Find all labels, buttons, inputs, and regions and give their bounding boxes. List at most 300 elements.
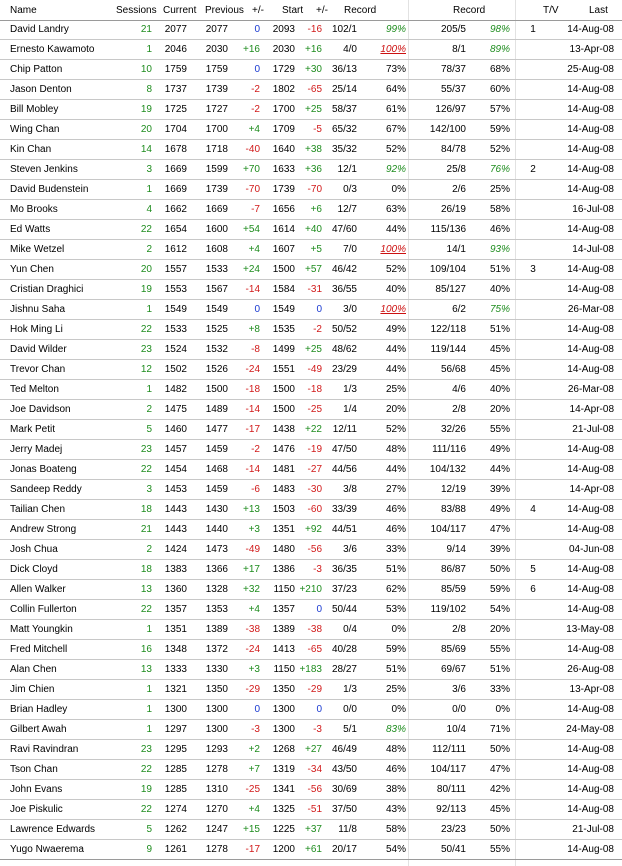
cell-percent-1: 25%: [385, 684, 406, 695]
cell-change-previous: -2: [251, 84, 260, 95]
table-row: [0, 200, 622, 220]
cell-current: 1704: [164, 124, 187, 135]
cell-previous: 1247: [205, 824, 228, 835]
cell-record-2: 104/117: [430, 524, 466, 535]
cell-sessions: 23: [140, 444, 152, 455]
cell-previous: 1477: [205, 424, 228, 435]
cell-last: 14-Apr-08: [569, 404, 614, 415]
cell-name: Kin Chan: [10, 144, 52, 155]
cell-sessions: 19: [140, 284, 152, 295]
cell-record-2: 9/14: [446, 544, 466, 555]
cell-record-2: 86/87: [440, 564, 466, 575]
cell-record-2: 69/67: [440, 664, 466, 675]
cell-change-previous: -17: [245, 424, 260, 435]
cell-name: Steven Jenkins: [10, 164, 78, 175]
cell-change-previous: -6: [251, 484, 260, 495]
cell-start: 2093: [272, 24, 295, 35]
cell-record-1: 50/52: [331, 324, 357, 335]
cell-percent-1: 20%: [385, 404, 406, 415]
cell-change-start: -18: [307, 384, 322, 395]
cell-record-1: 3/8: [343, 484, 357, 495]
cell-record-1: 102/1: [331, 24, 357, 35]
cell-last: 14-Aug-08: [567, 324, 614, 335]
table-row: [0, 140, 622, 160]
cell-sessions: 8: [146, 84, 152, 95]
cell-last: 14-Aug-08: [567, 124, 614, 135]
cell-start: 1614: [272, 224, 295, 235]
cell-change-start: +6: [310, 204, 322, 215]
cell-last: 21-Jul-08: [572, 424, 614, 435]
cell-record-2: 84/78: [440, 144, 466, 155]
cell-start: 1802: [272, 84, 295, 95]
cell-percent-1: 99%: [385, 24, 406, 35]
cell-percent-2: 57%: [489, 104, 510, 115]
cell-record-1: 4/0: [343, 44, 357, 55]
cell-current: 1424: [164, 544, 187, 555]
cell-record-2: 112/111: [432, 744, 466, 755]
cell-sessions: 21: [140, 524, 152, 535]
cell-sessions: 3: [146, 484, 152, 495]
cell-percent-1: 100%: [380, 304, 406, 315]
cell-name: Gilbert Awah: [10, 724, 67, 735]
cell-name: Brian Hadley: [10, 704, 68, 715]
cell-percent-1: 92%: [385, 164, 406, 175]
cell-sessions: 23: [140, 744, 152, 755]
cell-percent-1: 38%: [385, 784, 406, 795]
cell-change-start: -56: [307, 784, 322, 795]
cell-percent-2: 51%: [489, 664, 510, 675]
cell-last: 14-Aug-08: [567, 644, 614, 655]
cell-change-start: +30: [305, 64, 322, 75]
cell-change-start: +92: [305, 524, 322, 535]
cell-record-1: 25/14: [331, 84, 357, 95]
table-row: [0, 320, 622, 340]
cell-percent-1: 44%: [385, 364, 406, 375]
cell-current: 1262: [164, 824, 187, 835]
cell-percent-2: 93%: [489, 244, 510, 255]
cell-record-2: 78/37: [440, 64, 466, 75]
cell-start: 1150: [273, 584, 295, 595]
cell-change-start: +57: [305, 264, 322, 275]
cell-change-start: 0: [316, 704, 322, 715]
cell-last: 14-Aug-08: [567, 284, 614, 295]
cell-record-1: 3/6: [343, 544, 357, 555]
cell-start: 1551: [272, 364, 295, 375]
cell-last: 14-Aug-08: [567, 704, 614, 715]
table-row: [0, 360, 622, 380]
cell-previous: 1718: [205, 144, 228, 155]
cell-previous: 1608: [205, 244, 228, 255]
cell-percent-2: 45%: [489, 344, 510, 355]
cell-previous: 1759: [205, 64, 228, 75]
cell-last: 14-Aug-08: [567, 264, 614, 275]
cell-change-start: 0: [316, 304, 322, 315]
cell-change-start: -51: [307, 804, 322, 815]
cell-start: 1357: [272, 604, 295, 615]
cell-sessions: 13: [140, 584, 152, 595]
cell-record-2: 115/136: [430, 224, 466, 235]
cell-start: 1535: [272, 324, 295, 335]
cell-sessions: 1: [146, 384, 152, 395]
cell-percent-1: 58%: [385, 824, 406, 835]
cell-change-previous: -17: [245, 844, 260, 855]
cell-previous: 2077: [205, 24, 228, 35]
cell-previous: 1600: [205, 224, 228, 235]
cell-change-previous: -38: [245, 624, 260, 635]
cell-sessions: 1: [146, 184, 152, 195]
cell-current: 1285: [164, 764, 187, 775]
cell-percent-1: 54%: [385, 844, 406, 855]
cell-start: 1480: [272, 544, 295, 555]
cell-change-start: +40: [305, 224, 322, 235]
cell-change-previous: -2: [251, 444, 260, 455]
cell-record-1: 46/49: [331, 744, 357, 755]
cell-start: 1200: [272, 844, 295, 855]
table-header: [0, 0, 622, 21]
cell-last: 14-Aug-08: [567, 24, 614, 35]
cell-change-previous: +54: [243, 224, 260, 235]
cell-sessions: 22: [140, 764, 152, 775]
table-row: [0, 760, 622, 780]
table-row: [0, 100, 622, 120]
cell-change-start: 0: [316, 604, 322, 615]
header-name: Name: [10, 5, 37, 16]
cell-current: 1454: [164, 464, 187, 475]
cell-start: 1300: [272, 724, 295, 735]
cell-name: Chip Patton: [10, 64, 63, 75]
cell-change-start: +61: [305, 844, 322, 855]
table-row: [0, 780, 622, 800]
cell-percent-1: 0%: [391, 704, 406, 715]
cell-start: 1499: [272, 344, 295, 355]
cell-current: 2046: [164, 44, 187, 55]
table-row: [0, 460, 622, 480]
cell-sessions: 18: [140, 564, 152, 575]
cell-percent-1: 0%: [391, 624, 406, 635]
table-row: [0, 660, 622, 680]
cell-tv: 6: [530, 584, 536, 595]
cell-percent-1: 48%: [385, 744, 406, 755]
cell-record-2: 119/144: [430, 344, 466, 355]
table-row: [0, 540, 622, 560]
cell-current: 1321: [164, 684, 187, 695]
cell-percent-1: 46%: [385, 764, 406, 775]
cell-record-1: 5/1: [343, 724, 357, 735]
table-row: [0, 800, 622, 820]
table-row: [0, 700, 622, 720]
cell-percent-2: 44%: [489, 464, 510, 475]
cell-previous: 1727: [205, 104, 228, 115]
cell-current: 1482: [164, 384, 187, 395]
cell-name: Ed Watts: [10, 224, 51, 235]
cell-change-start: -31: [307, 284, 322, 295]
cell-current: 1443: [164, 504, 187, 515]
cell-start: 1351: [272, 524, 295, 535]
cell-start: 1476: [272, 444, 295, 455]
cell-sessions: 1: [146, 684, 152, 695]
cell-name: Alan Chen: [10, 664, 57, 675]
table-row: [0, 340, 622, 360]
cell-name: Fred Mitchell: [10, 644, 68, 655]
cell-percent-2: 50%: [489, 744, 510, 755]
cell-record-2: 2/8: [452, 404, 466, 415]
cell-name: David Wilder: [10, 344, 67, 355]
cell-record-2: 2/8: [452, 624, 466, 635]
cell-last: 14-Aug-08: [567, 464, 614, 475]
cell-current: 1261: [164, 844, 187, 855]
cell-name: Allen Walker: [10, 584, 66, 595]
cell-record-1: 28/27: [331, 664, 357, 675]
cell-percent-1: 53%: [385, 604, 406, 615]
cell-change-previous: -3: [251, 724, 260, 735]
header-start: Start: [282, 5, 304, 16]
cell-percent-2: 76%: [489, 164, 510, 175]
cell-last: 14-Aug-08: [567, 104, 614, 115]
table-row: [0, 220, 622, 240]
cell-last: 24-May-08: [566, 724, 614, 735]
cell-sessions: 19: [140, 104, 152, 115]
table-row: [0, 520, 622, 540]
cell-record-1: 36/55: [331, 284, 357, 295]
cell-record-2: 142/100: [429, 124, 466, 135]
header-sessions: Sessions: [116, 5, 157, 16]
cell-percent-2: 20%: [489, 404, 510, 415]
cell-start: 1389: [272, 624, 295, 635]
table-row: [0, 500, 622, 520]
cell-previous: 1739: [205, 184, 228, 195]
cell-record-2: 10/4: [446, 724, 466, 735]
table-row: [0, 240, 622, 260]
cell-record-1: 36/13: [331, 64, 357, 75]
table-row: [0, 640, 622, 660]
cell-last: 14-Aug-08: [567, 84, 614, 95]
table-row: [0, 180, 622, 200]
cell-percent-2: 46%: [489, 224, 510, 235]
cell-start: 1150: [273, 664, 295, 675]
cell-previous: 1350: [205, 684, 228, 695]
cell-change-start: -38: [307, 624, 322, 635]
table-row: [0, 60, 622, 80]
cell-current: 1725: [164, 104, 187, 115]
cell-record-1: 58/37: [331, 104, 357, 115]
cell-record-2: 92/113: [436, 804, 466, 815]
cell-record-1: 37/50: [331, 804, 357, 815]
cell-start: 1500: [272, 264, 295, 275]
cell-record-2: 104/117: [430, 764, 466, 775]
cell-record-1: 0/4: [343, 624, 357, 635]
cell-percent-2: 50%: [489, 824, 510, 835]
cell-name: Ernesto Kawamoto: [10, 44, 95, 55]
cell-record-2: 4/6: [452, 384, 466, 395]
cell-name: Hok Ming Li: [10, 324, 63, 335]
cell-change-previous: +7: [248, 764, 260, 775]
cell-record-2: 56/68: [440, 364, 466, 375]
cell-start: 1325: [272, 804, 295, 815]
cell-change-previous: -24: [245, 644, 260, 655]
cell-current: 1295: [164, 744, 187, 755]
cell-last: 14-Aug-08: [567, 524, 614, 535]
header-change-previous: +/-: [252, 5, 264, 16]
cell-sessions: 2: [146, 244, 152, 255]
cell-current: 1475: [164, 404, 187, 415]
cell-previous: 1300: [205, 724, 228, 735]
cell-change-start: -30: [307, 484, 322, 495]
cell-name: Yugo Nwaerema: [10, 844, 84, 855]
cell-last: 14-Aug-08: [567, 444, 614, 455]
cell-percent-2: 68%: [489, 64, 510, 75]
cell-tv: 5: [530, 564, 536, 575]
table-row: [0, 420, 622, 440]
cell-change-start: -34: [307, 764, 322, 775]
cell-name: Mark Petit: [10, 424, 56, 435]
cell-record-1: 35/32: [331, 144, 357, 155]
cell-name: David Landry: [10, 24, 69, 35]
cell-sessions: 13: [140, 664, 152, 675]
cell-record-2: 83/88: [440, 504, 466, 515]
cell-sessions: 21: [140, 24, 152, 35]
cell-last: 26-Mar-08: [567, 304, 614, 315]
cell-record-1: 1/4: [343, 404, 357, 415]
cell-change-previous: -14: [245, 404, 260, 415]
cell-percent-1: 100%: [380, 244, 406, 255]
cell-percent-1: 48%: [385, 444, 406, 455]
cell-name: Josh Chua: [10, 544, 58, 555]
cell-name: Mo Brooks: [10, 204, 58, 215]
cell-percent-2: 0%: [495, 704, 510, 715]
cell-last: 13-Apr-08: [569, 44, 614, 55]
cell-last: 14-Aug-08: [567, 604, 614, 615]
cell-previous: 1468: [205, 464, 228, 475]
cell-change-start: -5: [313, 124, 322, 135]
cell-percent-2: 45%: [489, 364, 510, 375]
cell-start: 1300: [272, 704, 295, 715]
cell-record-1: 20/17: [331, 844, 357, 855]
cell-change-previous: -70: [245, 184, 260, 195]
cell-name: Mike Wetzel: [10, 244, 65, 255]
table-row: [0, 400, 622, 420]
table-row: [0, 720, 622, 740]
cell-change-previous: 0: [254, 24, 260, 35]
cell-percent-1: 25%: [385, 384, 406, 395]
cell-change-start: +22: [305, 424, 322, 435]
cell-tv: 2: [530, 164, 536, 175]
header-change-start: +/-: [316, 5, 328, 16]
cell-record-1: 3/0: [343, 304, 357, 315]
cell-percent-2: 59%: [489, 584, 510, 595]
cell-last: 14-Aug-08: [567, 344, 614, 355]
table-row: [0, 80, 622, 100]
cell-current: 1333: [164, 664, 187, 675]
cell-start: 1640: [272, 144, 295, 155]
cell-percent-2: 89%: [489, 44, 510, 55]
cell-percent-2: 59%: [489, 124, 510, 135]
cell-record-1: 47/60: [331, 224, 357, 235]
cell-previous: 1328: [205, 584, 228, 595]
cell-record-1: 30/69: [331, 784, 357, 795]
cell-change-previous: 0: [254, 64, 260, 75]
cell-percent-1: 64%: [385, 84, 406, 95]
cell-start: 1607: [272, 244, 295, 255]
cell-change-start: -70: [307, 184, 322, 195]
cell-percent-2: 52%: [489, 144, 510, 155]
cell-record-2: 8/1: [452, 44, 466, 55]
cell-current: 1360: [164, 584, 187, 595]
cell-record-2: 12/19: [440, 484, 466, 495]
cell-record-1: 0/0: [343, 704, 357, 715]
cell-name: Jim Chien: [10, 684, 55, 695]
cell-change-previous: +4: [248, 604, 260, 615]
cell-previous: 1459: [205, 484, 228, 495]
cell-name: Joe Davidson: [10, 404, 71, 415]
cell-tv: 4: [530, 504, 536, 515]
cell-record-2: 2/6: [452, 184, 466, 195]
header-tv: T/V: [543, 5, 559, 16]
cell-sessions: 19: [140, 784, 152, 795]
cell-change-start: -27: [307, 464, 322, 475]
cell-current: 1669: [164, 164, 187, 175]
cell-percent-2: 71%: [489, 724, 510, 735]
cell-record-2: 205/5: [440, 24, 466, 35]
cell-name: Matt Youngkin: [10, 624, 73, 635]
cell-change-previous: +17: [243, 564, 260, 575]
cell-change-start: +25: [305, 344, 322, 355]
cell-percent-2: 51%: [489, 264, 510, 275]
cell-change-previous: +3: [248, 664, 260, 675]
cell-record-1: 12/1: [337, 164, 357, 175]
cell-change-start: -65: [307, 644, 322, 655]
cell-current: 1351: [164, 624, 187, 635]
cell-percent-1: 61%: [385, 104, 406, 115]
cell-percent-2: 25%: [489, 184, 510, 195]
cell-change-previous: +16: [243, 44, 260, 55]
cell-last: 14-Aug-08: [567, 224, 614, 235]
cell-percent-1: 51%: [385, 664, 406, 675]
cell-percent-1: 83%: [385, 724, 406, 735]
cell-previous: 1310: [205, 784, 228, 795]
cell-percent-2: 47%: [489, 524, 510, 535]
cell-change-start: +27: [305, 744, 322, 755]
cell-sessions: 3: [146, 164, 152, 175]
cell-start: 1225: [272, 824, 295, 835]
cell-percent-2: 45%: [489, 804, 510, 815]
cell-sessions: 20: [140, 264, 152, 275]
cell-change-start: +36: [305, 164, 322, 175]
cell-percent-1: 0%: [391, 184, 406, 195]
cell-name: Tson Chan: [10, 764, 58, 775]
table-row: [0, 580, 622, 600]
cell-record-1: 23/29: [331, 364, 357, 375]
header-current: Current: [163, 5, 197, 16]
table-row: [0, 300, 622, 320]
cell-last: 26-Mar-08: [567, 384, 614, 395]
cell-record-1: 0/3: [343, 184, 357, 195]
cell-name: Dick Cloyd: [10, 564, 58, 575]
cell-current: 1678: [164, 144, 187, 155]
cell-sessions: 1: [146, 304, 152, 315]
cell-change-start: -3: [313, 724, 322, 735]
cell-change-start: +38: [305, 144, 322, 155]
cell-change-previous: -14: [245, 464, 260, 475]
cell-percent-1: 63%: [385, 204, 406, 215]
table-row: [0, 600, 622, 620]
cell-sessions: 12: [140, 364, 152, 375]
cell-name: Ted Melton: [10, 384, 59, 395]
cell-previous: 1532: [205, 344, 228, 355]
cell-previous: 1739: [205, 84, 228, 95]
cell-record-1: 33/39: [331, 504, 357, 515]
cell-change-previous: +4: [248, 244, 260, 255]
cell-start: 1584: [272, 284, 295, 295]
